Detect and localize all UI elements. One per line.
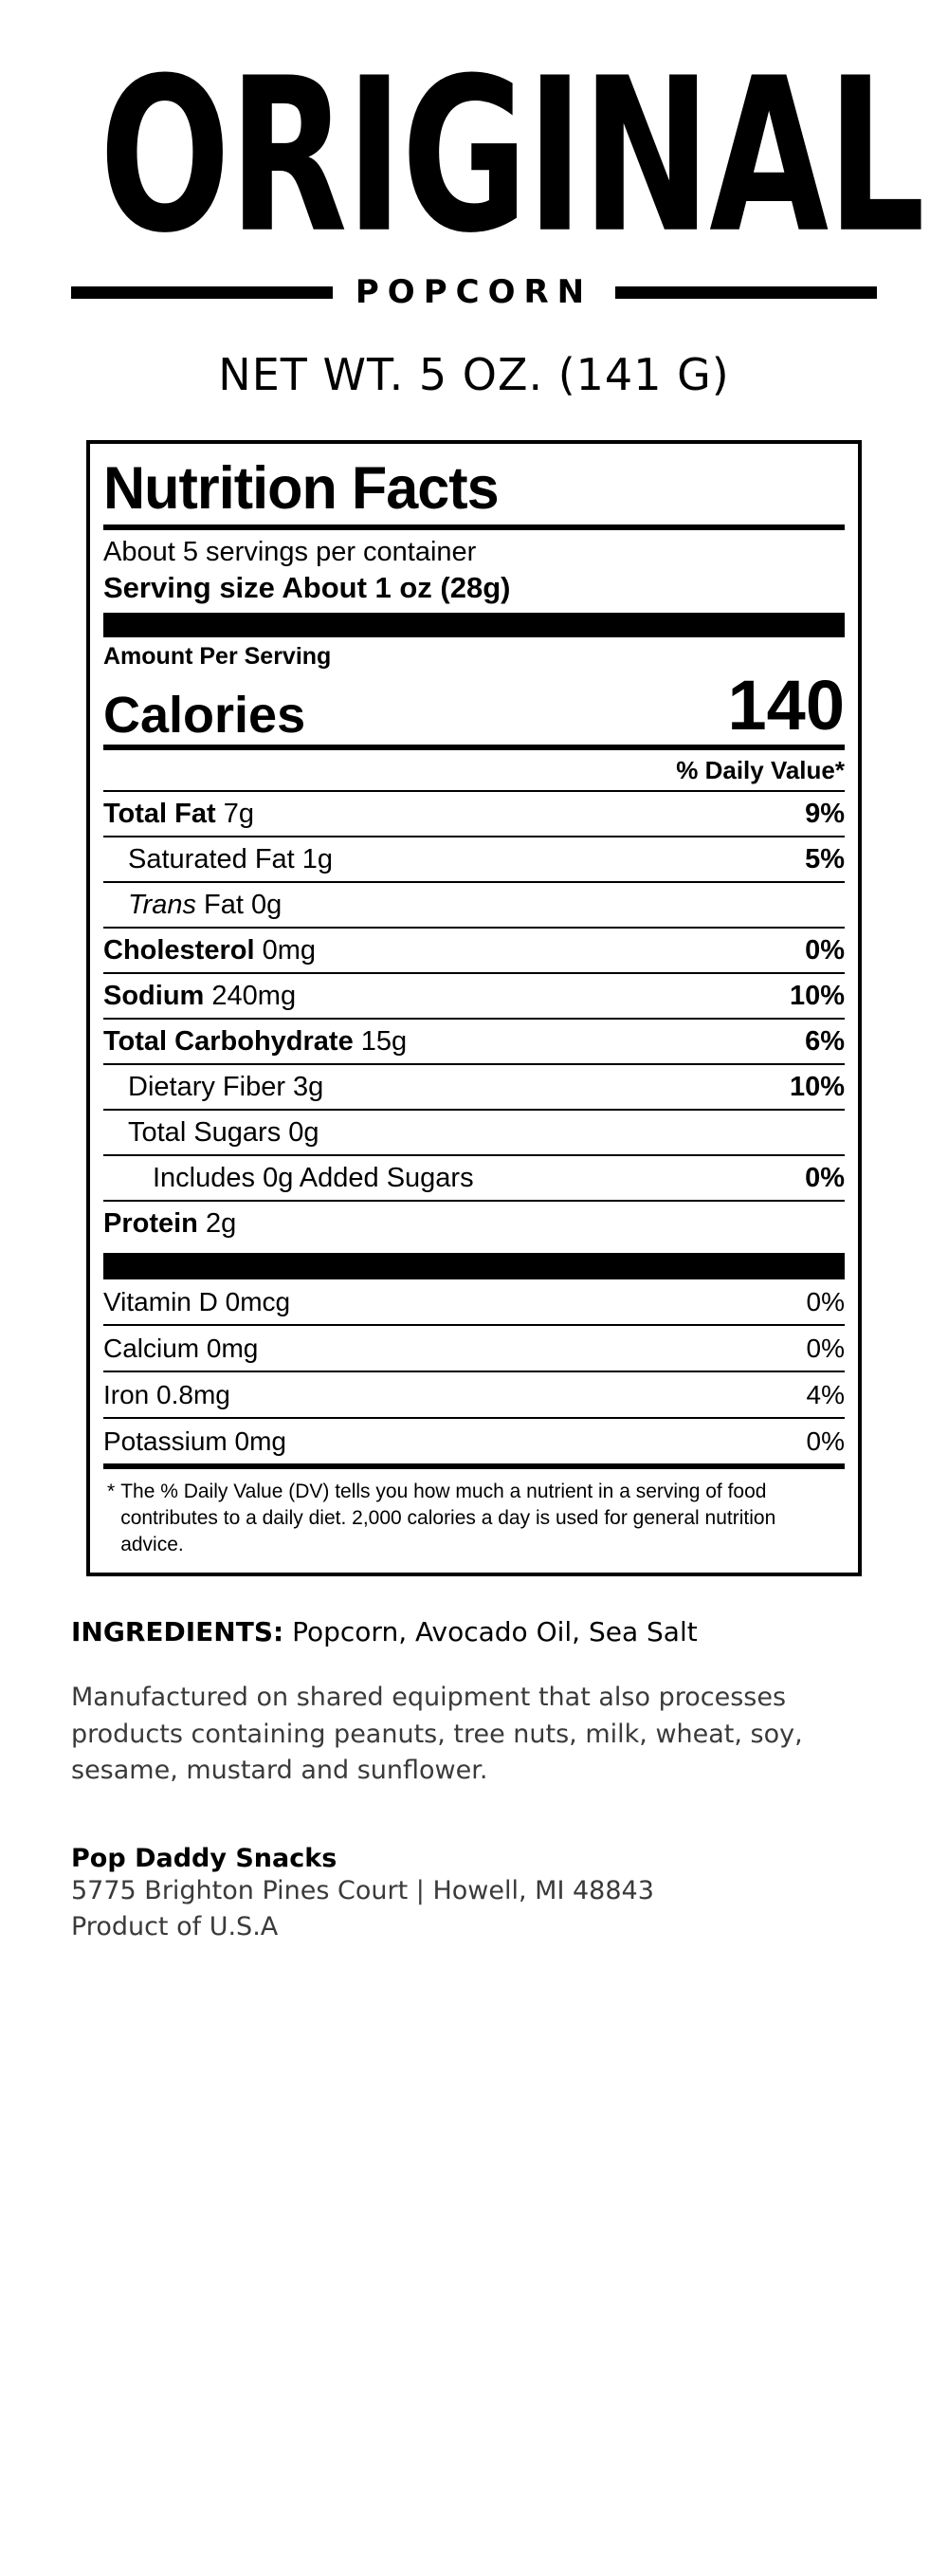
ingredients-header: INGREDIENTS:	[71, 1616, 284, 1648]
nutrition-facts-panel	[86, 440, 862, 1576]
nutrient-row	[103, 929, 845, 972]
ingredients-list: Popcorn, Avocado Oil, Sea Salt	[283, 1616, 698, 1648]
nutrient-label: Sodium	[103, 981, 205, 1012]
calories-row	[103, 666, 845, 745]
nutrient-row	[103, 1020, 845, 1063]
serving-size: Serving size About 1 oz (28g)	[103, 571, 511, 605]
nutrient-row	[103, 837, 845, 881]
nutrient-label-italic: Trans	[128, 890, 196, 921]
nutrient-row	[103, 883, 845, 927]
company-name: Pop Daddy Snacks	[71, 1844, 337, 1874]
nutrient-dv: 10%	[789, 1072, 845, 1103]
servings-per-container: About 5 servings per container	[103, 537, 477, 568]
nutrient-dv: 9%	[805, 799, 845, 830]
brand-title: ORIGINAL	[99, 33, 924, 281]
calories-label: Calories	[103, 687, 306, 745]
micronutrient-row	[103, 1419, 845, 1463]
nutrient-amount: 7g	[215, 799, 255, 830]
brand-subtitle: POPCORN	[355, 273, 593, 312]
nutrient-label: Protein	[103, 1208, 198, 1240]
micronutrient-row	[103, 1372, 845, 1417]
nutrient-row	[103, 1065, 845, 1109]
nutrient-amount: Fat 0g	[195, 890, 283, 921]
brand-rule-right	[615, 286, 877, 299]
micronutrient-dv: 0%	[806, 1334, 845, 1364]
nutrient-dv: 0%	[805, 935, 845, 966]
amount-per-serving: Amount Per Serving	[103, 643, 332, 671]
footnote-star: *	[107, 1481, 116, 1503]
nutrient-label: Includes 0g Added Sugars	[153, 1163, 474, 1194]
nutrition-facts-title: Nutrition Facts	[103, 455, 499, 523]
net-weight: NET WT. 5 OZ. (141 G)	[218, 349, 730, 401]
daily-value-footnote	[103, 1469, 845, 1559]
nutrient-label: Total Sugars 0g	[128, 1117, 319, 1149]
micronutrient-dv: 0%	[806, 1287, 845, 1317]
nutrient-amount: 15g	[353, 1026, 408, 1058]
nutrient-label: Total Carbohydrate	[103, 1026, 354, 1058]
micronutrient-dv: 0%	[806, 1426, 845, 1457]
nutrient-amount: 240mg	[204, 981, 297, 1012]
allergen-statement: Manufactured on shared equipment that also processes products containing peanuts, tree nuts, milk, wheat, soy, sesame, mustard and sunflower.	[71, 1683, 803, 1786]
nutrient-label: Total Fat	[103, 799, 216, 830]
micronutrient-label: Vitamin D 0mcg	[103, 1287, 291, 1317]
footnote-text: The % Daily Value (DV) tells you how much a nutrient in a serving of food contributes to a daily diet. 2,000 calories a day is used for general nutrition advice.	[120, 1481, 776, 1555]
nutrient-label: Dietary Fiber 3g	[128, 1072, 324, 1103]
nutrient-amount: 0mg	[254, 935, 317, 966]
micronutrient-dv: 4%	[806, 1380, 845, 1410]
micronutrient-label: Calcium 0mg	[103, 1334, 259, 1364]
ingredients-line	[71, 1616, 877, 1647]
nutrient-row	[103, 792, 845, 836]
nutrient-dv: 5%	[805, 844, 845, 875]
divider-thick-1	[103, 613, 845, 637]
company-address: 5775 Brighton Pines Court | Howell, MI 48843	[71, 1876, 654, 1906]
nutrient-dv: 10%	[789, 981, 845, 1012]
nutrient-row	[103, 1111, 845, 1154]
nutrient-row	[103, 1156, 845, 1200]
micronutrient-row	[103, 1279, 845, 1324]
product-origin: Product of U.S.A	[71, 1911, 279, 1941]
daily-value-header: % Daily Value*	[676, 756, 845, 785]
micronutrient-label: Potassium 0mg	[103, 1426, 286, 1457]
brand-rule-left	[71, 286, 333, 299]
nutrient-label: Saturated Fat 1g	[128, 844, 334, 875]
calories-value: 140	[727, 666, 845, 745]
nutrient-amount: 2g	[197, 1208, 237, 1240]
nutrient-dv: 0%	[805, 1163, 845, 1194]
brand-header	[71, 33, 924, 401]
nutrient-label: Cholesterol	[103, 935, 255, 966]
micronutrient-row	[103, 1326, 845, 1371]
micronutrient-label: Iron 0.8mg	[103, 1380, 230, 1410]
nutrient-dv: 6%	[805, 1026, 845, 1058]
nutrient-row	[103, 974, 845, 1018]
package-label	[0, 33, 948, 2576]
nutrient-row	[103, 1202, 845, 1245]
divider-thick-2	[103, 1253, 845, 1279]
